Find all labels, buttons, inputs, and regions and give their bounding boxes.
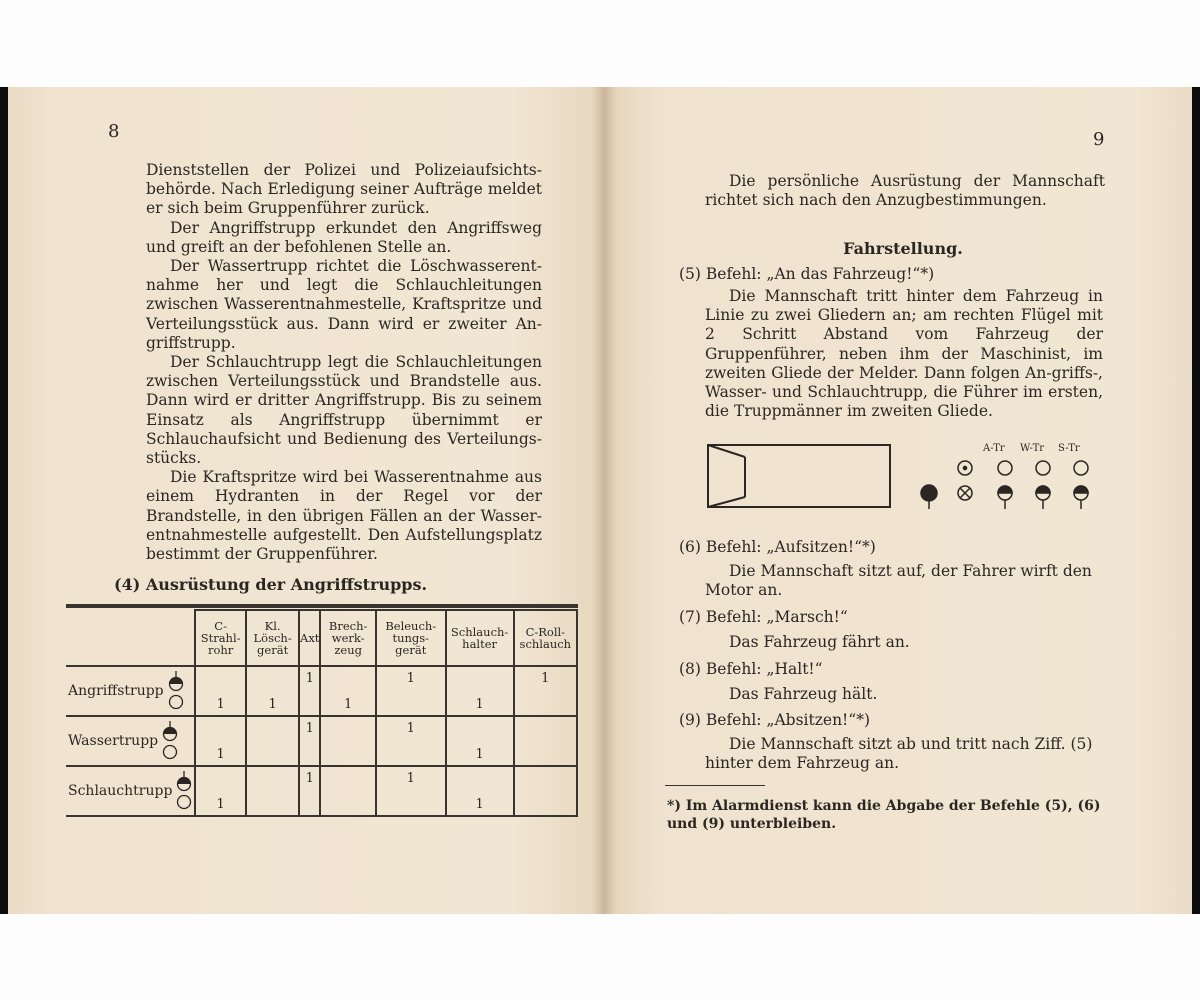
column-header: Schlauch-halter [446,610,514,666]
table-row [66,716,577,766]
command-9: (9) Befehl: „Absitzen!“*) [679,711,871,729]
gruppenfuehrer-symbol [921,485,937,509]
table-top-rule [66,604,578,608]
table-cell [514,766,577,816]
row-label: Wassertrupp [68,733,159,749]
table-corner [66,610,195,666]
w-tr-leader-symbol [1036,461,1050,475]
melder-symbol [958,486,972,500]
row-label: Schlauchtrupp [68,783,173,799]
column-header: Brech-werk-zeug [320,610,375,666]
paragraph: Der Schlauchtrupp legt die Schlauchleitungen zwischen Verteilungsstück und Brandstelle aus. Dann wird er dritter Angriffstrupp. Bis zu seinem Einsatz als Angriffstrupp übernimmt er Schlauchaufsicht und Bedienung des Verteilungs-stücks. [146,353,542,468]
cell-value-first-rank: 1 [541,671,550,686]
cell-value-first-rank: 1 [406,721,415,736]
column-header: C-Roll-schlauch [514,610,577,666]
cell-value-first-rank: 1 [406,671,415,686]
w-tr-man-symbol [1036,486,1050,509]
table-cell [320,666,375,716]
maschinist-dot [963,466,966,469]
footnote-rule [665,785,765,786]
text-7: Das Fahrzeug fährt an. [729,633,910,651]
command-7: (7) Befehl: „Marsch!“ [679,608,848,626]
paragraph: Der Wassertrupp richtet die Löschwasserent-nahme her und legt die Schlauchleitungen zwischen Wasserentnahmestelle, Kraftspritze und Verteilungsstück aus. Dann wird er zweiter An-griffstrupp. [146,257,542,352]
trupp-rank-symbol-icon [176,771,192,811]
gutter-shadow [592,87,616,914]
equipment-table [66,609,578,817]
cell-value-second-rank: 1 [216,697,225,712]
s-tr-man-symbol [1074,486,1088,509]
table-row [66,766,577,816]
table-cell [376,666,446,716]
cell-value-second-rank: 1 [216,747,225,762]
text-5: Die Mannschaft tritt hinter dem Fahrzeug in Linie zu zwei Gliedern an; am rechten Flügel mit 2 Schritt Abstand vom Fahrzeug der Gruppenführer, neben ihm der Maschinist, im zweiten Gliede der Melder. Dann folgen An-griffs-, Wasser- und Schlauchtrupp, die Führer im ersten, die Truppmänner im zweiten Gliede. [705,287,1103,421]
page-number-right: 9 [1093,129,1105,150]
a-tr-man-symbol [998,486,1012,509]
table-cell [195,716,246,766]
trupp-rank-symbol-icon [168,671,184,711]
table-cell [514,666,577,716]
table-cell [195,766,246,816]
cell-value-second-rank: 1 [475,747,484,762]
table-cell [195,666,246,716]
cell-value-first-rank: 1 [305,771,314,786]
text-9: Die Mannschaft sitzt ab und tritt nach Ziff. (5) hinter dem Fahrzeug an. [705,735,1093,773]
table-cell [320,766,375,816]
row-label-cell [66,666,195,716]
cell-value-first-rank: 1 [305,721,314,736]
open-book [0,87,1200,914]
command-5: (5) Befehl: „An das Fahrzeug!“*) [679,265,935,283]
column-header: Kl. Lösch-gerät [246,610,299,666]
column-header: C-Strahl-rohr [195,610,246,666]
table-cell [246,716,299,766]
table-cell [299,716,320,766]
vehicle-outline [708,445,890,507]
table-cell [376,716,446,766]
row-label: Angriffstrupp [68,683,164,699]
cell-value-second-rank: 1 [268,697,277,712]
table-cell [299,766,320,816]
row-label-cell [66,766,195,816]
section-title: Fahrstellung. [843,239,963,258]
label-s-tr: S-Tr [1058,443,1080,454]
left-body-text [146,161,542,564]
table-cell [246,766,299,816]
table-cell [320,716,375,766]
text-6: Die Mannschaft sitzt auf, der Fahrer wirft den Motor an. [705,562,1092,600]
cell-value-second-rank: 1 [344,697,353,712]
column-header: Axt [299,610,320,666]
table-row [66,666,577,716]
label-w-tr: W-Tr [1020,443,1045,454]
paragraph: Dienststellen der Polizei und Polizeiaufsichts-behörde. Nach Erledigung seiner Aufträge meldet er sich beim Gruppenführer zurück. [146,161,542,218]
row-label-cell [66,716,195,766]
table-cell [246,666,299,716]
formation-diagram [703,437,1103,517]
a-tr-leader-symbol [998,461,1012,475]
cell-value-first-rank: 1 [406,771,415,786]
paragraph: Die Kraftspritze wird bei Wasserentnahme aus einem Hydranten in der Regel vor der Brandstelle, in den übrigen Fällen an der Wasser-entnahmestelle aufgestellt. Den Aufstellungsplatz bestimmt der Gruppenführer. [146,468,542,564]
table-cell [514,716,577,766]
cell-value-second-rank: 1 [475,797,484,812]
page-number-left: 8 [108,121,120,142]
paragraph: Der Angriffstrupp erkundet den Angriffsweg und greift an der befohlenen Stelle an. [146,218,542,256]
intro-text: Die persönliche Ausrüstung der Mannschaft richtet sich nach den Anzugbestimmungen. [705,172,1105,210]
right-page [603,87,1192,914]
footnote: *) Im Alarmdienst kann die Abgabe der Befehle (5), (6) und (9) unterbleiben. [667,798,1101,832]
cell-value-second-rank: 1 [475,697,484,712]
section-heading: (4) Ausrüstung der Angriffstrupps. [114,575,428,594]
left-page [8,87,603,914]
command-6: (6) Befehl: „Aufsitzen!“*) [679,538,876,556]
table-cell [446,716,514,766]
cell-value-second-rank: 1 [216,797,225,812]
table-cell [376,766,446,816]
column-header: Beleuch-tungs-gerät [376,610,446,666]
second-rank [921,485,1088,509]
table-cell [299,666,320,716]
command-8: (8) Befehl: „Halt!“ [679,660,823,678]
first-rank [958,461,1088,475]
cell-value-first-rank: 1 [305,671,314,686]
trupp-rank-symbol-icon [162,721,178,761]
table-header-row [66,610,577,666]
table-cell [446,766,514,816]
table-cell [446,666,514,716]
text-8: Das Fahrzeug hält. [729,685,878,703]
label-a-tr: A-Tr [983,443,1005,454]
s-tr-leader-symbol [1074,461,1088,475]
